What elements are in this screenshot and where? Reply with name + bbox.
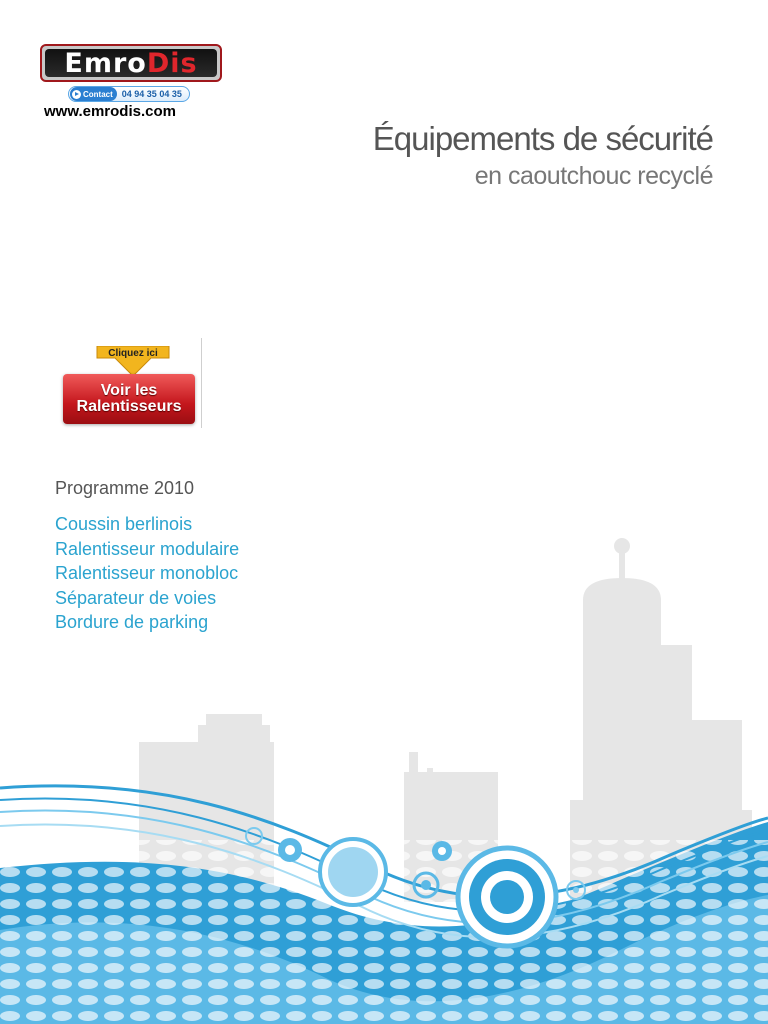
program-item-coussin-berlinois[interactable]: Coussin berlinois	[55, 514, 193, 534]
page-title: Équipements de sécurité	[372, 120, 713, 157]
logo-part-2: Dis	[146, 47, 198, 79]
cta-line-2: Ralentisseurs	[76, 398, 182, 415]
program-item-ralentisseur-modulaire[interactable]: Ralentisseur modulaire	[55, 538, 240, 559]
play-icon	[72, 90, 81, 99]
program-item-separateur-de-voies[interactable]: Séparateur de voies	[55, 587, 217, 608]
contact-label-chip	[70, 87, 117, 101]
page-subtitle: en caoutchouc recyclé	[474, 162, 713, 190]
program-list	[55, 512, 239, 635]
logo-wordmark	[64, 47, 198, 79]
program-item-ralentisseur-monobloc[interactable]: Ralentisseur monobloc	[55, 563, 239, 583]
emrodis-logo[interactable]	[40, 44, 222, 82]
program-heading: Programme 2010	[55, 478, 195, 498]
view-speed-bumps-button[interactable]	[63, 374, 195, 424]
logo-part-1: Emro	[64, 47, 147, 79]
website-link[interactable]: www.emrodis.com	[44, 103, 176, 120]
cta-line-1: Voir les	[100, 382, 158, 399]
cta-arrow-label: Cliquez ici	[108, 348, 158, 359]
contact-button[interactable]	[68, 86, 190, 102]
contact-label: Contact	[83, 89, 113, 99]
program-item-bordure-de-parking[interactable]: Bordure de parking	[55, 612, 209, 632]
view-speed-bumps-banner[interactable]	[55, 338, 202, 428]
contact-phone: 04 94 35 04 35	[121, 89, 182, 99]
